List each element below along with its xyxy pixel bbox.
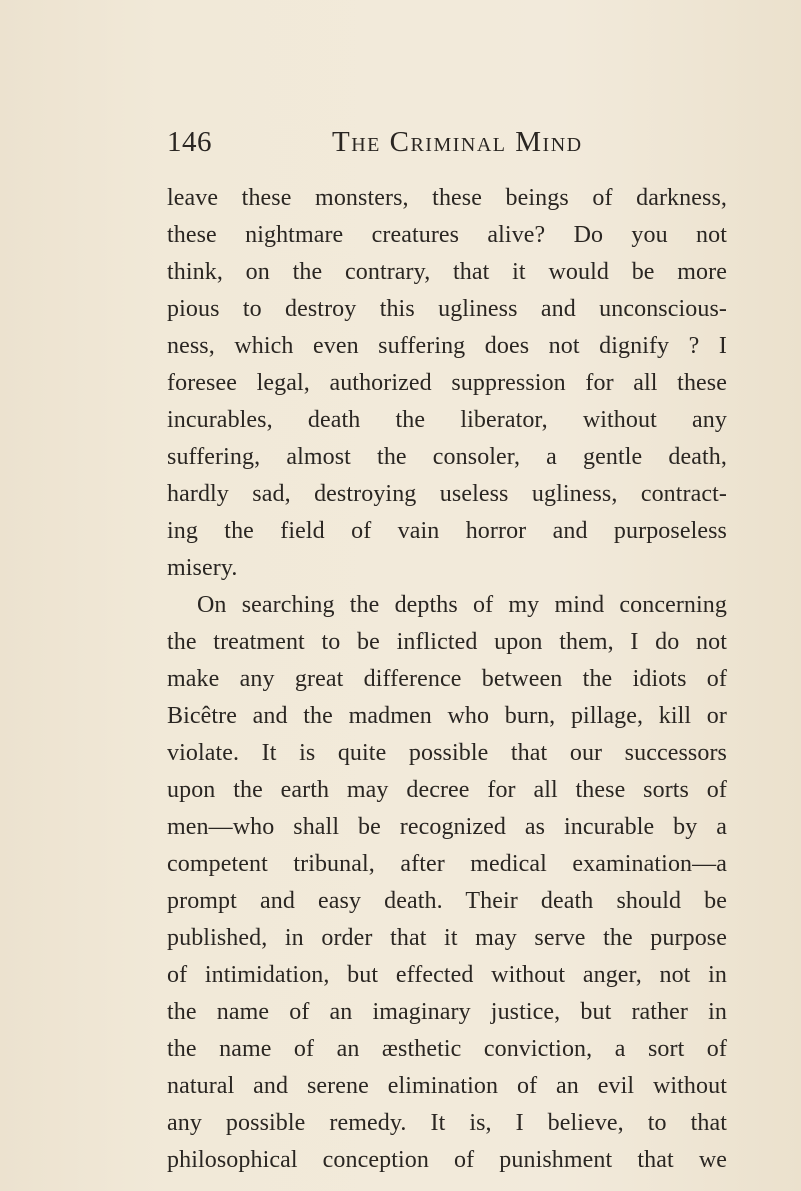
- text-line: competent tribunal, after medical examination—a: [167, 851, 727, 877]
- page-number: 146: [167, 126, 212, 158]
- running-head: [167, 126, 727, 170]
- text-line: of intimidation, but effected without anger, not in: [167, 962, 727, 988]
- text-line: make any great difference between the idiots of: [167, 666, 727, 692]
- text-line: published, in order that it may serve the purpose: [167, 925, 727, 951]
- text-line: the treatment to be inflicted upon them, I do not: [167, 629, 727, 655]
- text-line: natural and serene elimination of an evil without: [167, 1073, 727, 1099]
- text-line: hardly sad, destroying useless ugliness, contract-: [167, 481, 727, 507]
- text-line: misery.: [167, 555, 238, 581]
- text-line: ing the field of vain horror and purposeless: [167, 518, 727, 544]
- text-line: men—who shall be recognized as incurable by a: [167, 814, 727, 840]
- text-line: ness, which even suffering does not dignify ? I: [167, 333, 727, 359]
- body-text: [167, 180, 727, 1179]
- text-line: think, on the contrary, that it would be more: [167, 259, 727, 285]
- text-line: violate. It is quite possible that our successors: [167, 740, 727, 766]
- text-line: foresee legal, authorized suppression for all these: [167, 370, 727, 396]
- text-line: the name of an imaginary justice, but rather in: [167, 999, 727, 1025]
- text-line: the name of an æsthetic conviction, a sort of: [167, 1036, 727, 1062]
- text-line: Bicêtre and the madmen who burn, pillage, kill or: [167, 703, 727, 729]
- running-title: The Criminal Mind: [332, 126, 583, 158]
- text-line: suffering, almost the consoler, a gentle death,: [167, 444, 727, 470]
- text-line: leave these monsters, these beings of darkness,: [167, 185, 727, 211]
- text-line: philosophical conception of punishment that we: [167, 1147, 727, 1173]
- text-line: pious to destroy this ugliness and unconscious-: [167, 296, 727, 322]
- text-line: these nightmare creatures alive? Do you not: [167, 222, 727, 248]
- text-line: upon the earth may decree for all these sorts of: [167, 777, 727, 803]
- text-line: prompt and easy death. Their death should be: [167, 888, 727, 914]
- text-line: incurables, death the liberator, without any: [167, 407, 727, 433]
- text-line: On searching the depths of my mind concerning: [197, 592, 727, 618]
- text-line: any possible remedy. It is, I believe, to that: [167, 1110, 727, 1136]
